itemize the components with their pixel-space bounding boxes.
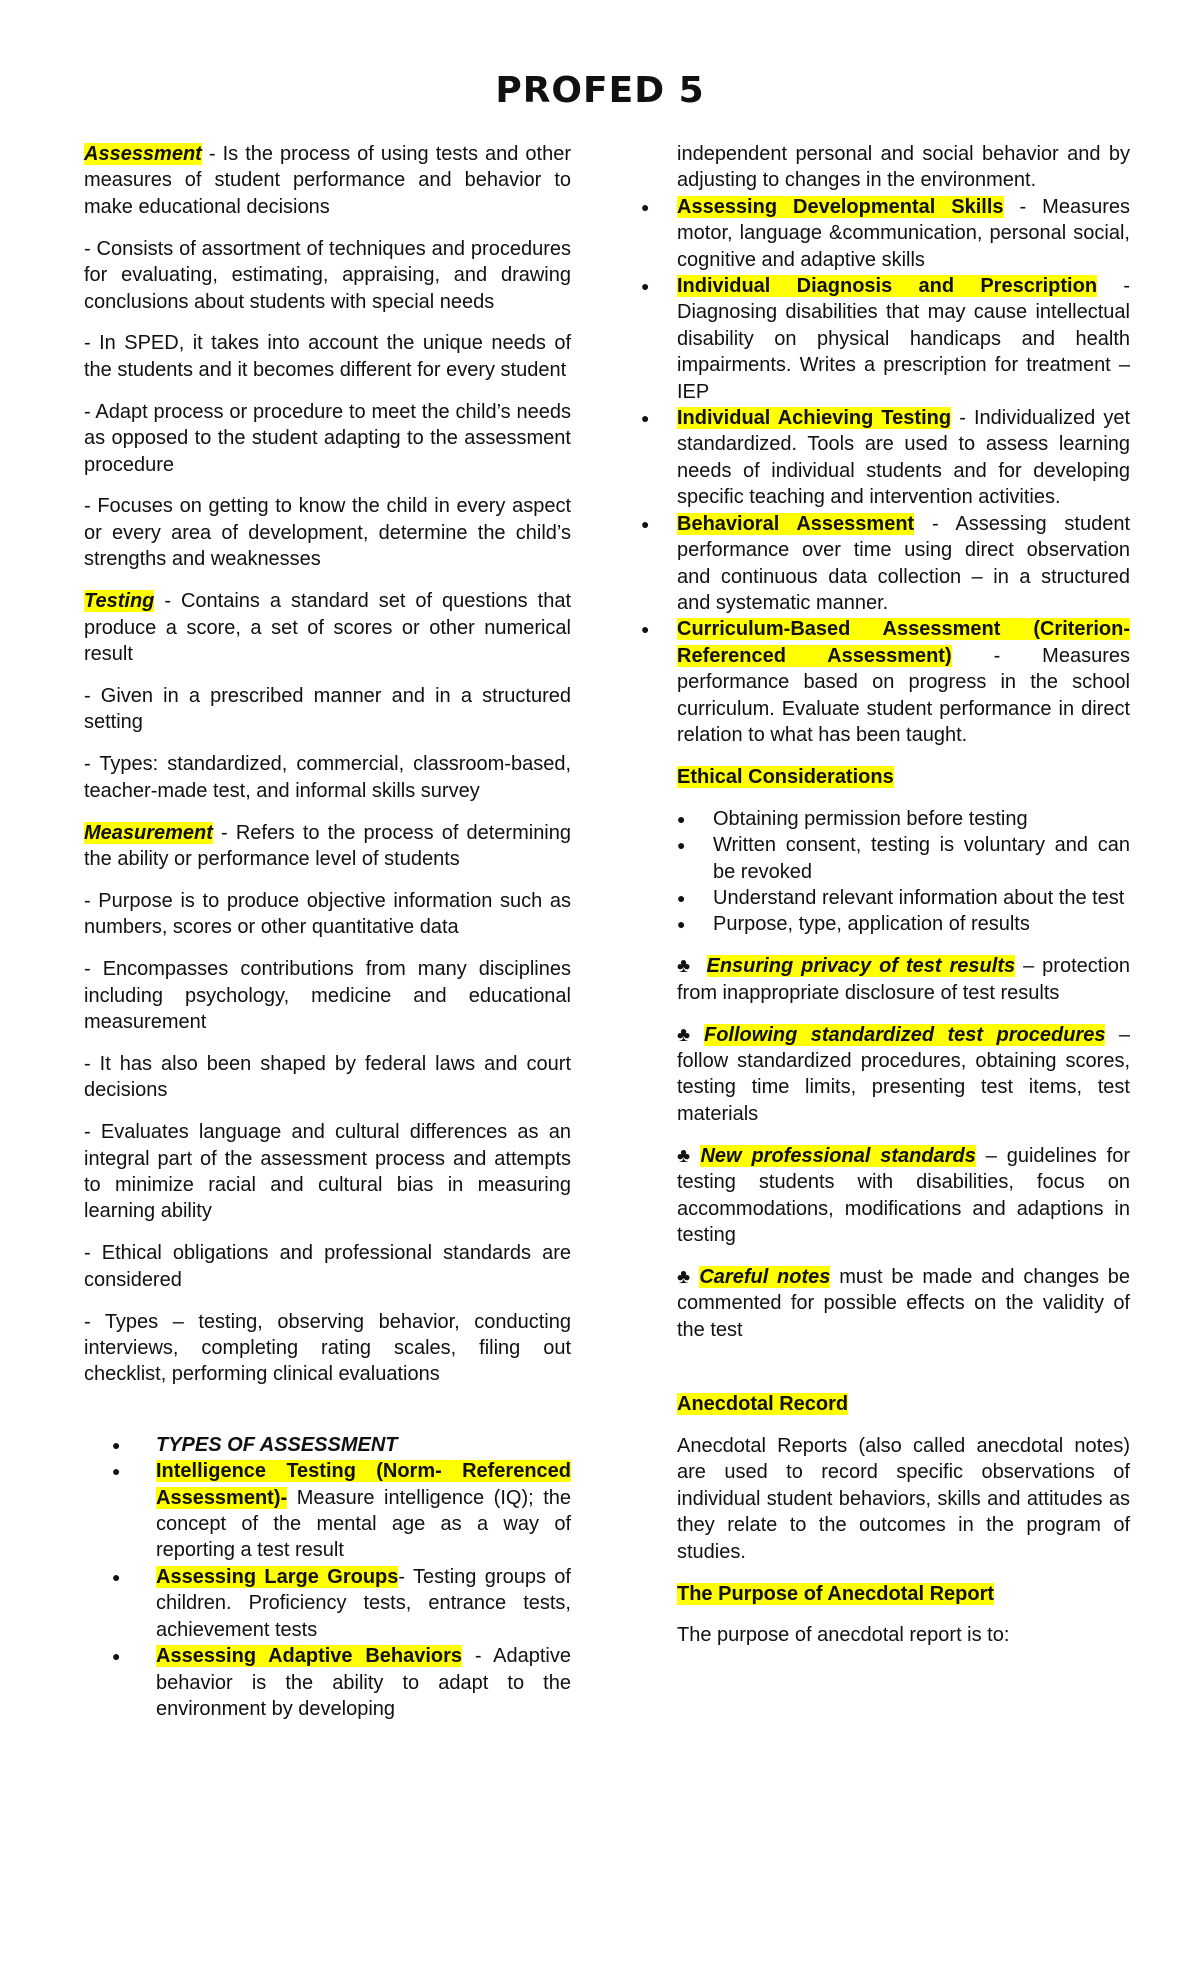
measurement-point: - It has also been shaped by federal laws and court decisions [84, 1052, 571, 1102]
assessment-point: - Adapt process or procedure to meet the child’s needs as opposed to the student adapting to the assessment procedure [84, 400, 571, 476]
type-term: Curriculum-Based Assessment (Criterion- Referenced Assessment) [677, 618, 1130, 667]
bullet-icon: ● [112, 1648, 121, 1665]
bullet-icon: ● [112, 1436, 121, 1453]
measurement-term: Measurement [84, 821, 213, 844]
bullet-icon: ● [112, 1463, 121, 1480]
testing-paragraph [84, 588, 571, 667]
list-item [641, 885, 1130, 911]
club-icon: ♣ [677, 1144, 695, 1167]
list-item [641, 616, 1130, 748]
ethical-item: Written consent, testing is voluntary and can be revoked [713, 834, 1130, 883]
type-description: - Measures motor, language &communication, personal social, cognitive and adaptive skills [677, 195, 1130, 271]
type-term: Individual Achieving Testing [677, 407, 952, 430]
continuation-text: independent personal and social behavior and by adjusting to changes in the environment. [677, 143, 1130, 192]
list-item [641, 194, 1130, 273]
measurement-definition: - Refers to the process of determining the ability or performance level of students [84, 821, 571, 870]
testing-definition: - Contains a standard set of questions that produce a score, a set of scores or other numerical result [84, 590, 571, 665]
assessment-paragraph [84, 141, 571, 220]
purpose-text: The purpose of anecdotal report is to: [677, 1624, 1010, 1647]
type-term: Assessing Developmental Skills [677, 195, 1004, 218]
club-paragraph [677, 1143, 1130, 1249]
club-description: must be made and changes be commented for possible effects on the validity of the test [677, 1265, 1130, 1341]
bullet-icon: ● [677, 837, 686, 854]
list-item [84, 1432, 571, 1458]
list-item [641, 806, 1130, 832]
club-paragraph [677, 1022, 1130, 1128]
type-description: - Testing groups of children. Proficiency tests, entrance tests, achievement tests [156, 1565, 571, 1641]
club-term: Following standardized test procedures [704, 1023, 1106, 1046]
club-term: New professional standards [700, 1144, 976, 1167]
bullet-icon: ● [641, 278, 650, 295]
list-item [84, 1458, 571, 1564]
measurement-point: - Types – testing, observing behavior, conducting interviews, completing rating scales, filing out checklist, performing clinical evaluations [84, 1310, 571, 1386]
bullet-icon: ● [677, 810, 686, 827]
anecdotal-text: Anecdotal Reports (also called anecdotal notes) are used to record specific observations of individual student behaviors, skills and attitudes as they relate to the outcomes in the program of studies. [677, 1434, 1130, 1563]
club-icon: ♣ [677, 1023, 698, 1046]
club-description: – protection from inappropriate disclosure of test results [677, 955, 1130, 1004]
ethical-list [641, 806, 1130, 938]
ethical-item: Understand relevant information about the test [713, 886, 1125, 909]
anecdotal-heading-paragraph [677, 1391, 1130, 1417]
club-paragraph [677, 953, 1130, 1006]
assessment-point: - In SPED, it takes into account the unique needs of the students and it becomes different for every student [84, 332, 571, 381]
club-term: Ensuring privacy of test results [706, 955, 1016, 978]
measurement-point: - Encompasses contributions from many disciplines including psychology, medicine and educational measurement [84, 958, 571, 1033]
type-term: Behavioral Assessment [677, 512, 915, 535]
measurement-point: - Evaluates language and cultural differences as an integral part of the assessment process and attempts to minimize racial and cultural bias in measuring learning ability [84, 1121, 571, 1223]
bullet-icon: ● [677, 889, 686, 906]
assessment-term: Assessment [84, 143, 202, 165]
type-term: Individual Diagnosis and Prescription [677, 275, 1098, 298]
bullet-icon: ● [677, 916, 686, 933]
bullet-icon: ● [112, 1568, 121, 1585]
ethical-item: Obtaining permission before testing [713, 807, 1028, 830]
bullet-icon: ● [641, 515, 650, 532]
testing-term: Testing [84, 590, 155, 613]
list-item [641, 911, 1130, 937]
type-description: - Measures performance based on progress in the school curriculum. Evaluate student performance in direct relation to what has been taught. [677, 644, 1130, 746]
type-description: - Adaptive behavior is the ability to adapt to the environment by developing [156, 1645, 571, 1720]
list-item [641, 273, 1130, 405]
type-term: Assessing Adaptive Behaviors [156, 1645, 463, 1668]
purpose-heading: The Purpose of Anecdotal Report [677, 1582, 995, 1605]
measurement-point: - Purpose is to produce objective information such as numbers, scores or other quantitative data [84, 889, 571, 939]
bullet-icon: ● [641, 621, 650, 638]
club-icon: ♣ [677, 955, 693, 978]
bullet-icon: ● [641, 410, 650, 427]
list-item [641, 405, 1130, 511]
types-of-assessment-list-continued [641, 194, 1130, 749]
measurement-point: - Ethical obligations and professional standards are considered [84, 1242, 571, 1291]
list-item [641, 511, 1130, 617]
list-item [84, 1564, 571, 1643]
club-paragraph [677, 1264, 1130, 1343]
club-description: – guidelines for testing students with disabilities, focus on accommodations, modifications and adaptions in testing [677, 1144, 1131, 1246]
ethical-heading: Ethical Considerations [677, 765, 894, 788]
testing-point: - Types: standardized, commercial, classroom-based, teacher-made test, and informal skills survey [84, 753, 571, 802]
assessment-point: - Focuses on getting to know the child in every aspect or every area of development, determine the child’s strengths and weaknesses [84, 495, 571, 571]
club-term: Careful notes [699, 1265, 831, 1288]
ethical-heading-paragraph [677, 764, 1130, 790]
right-column [641, 141, 1131, 1664]
ethical-item: Purpose, type, application of results [713, 913, 1030, 936]
type-description: - Diagnosing disabilities that may cause intellectual disability on physical handicaps and health impairments. Writes a prescription for treatment – IEP [677, 275, 1130, 403]
types-of-assessment-list [84, 1432, 571, 1722]
club-description: – follow standardized procedures, obtaining scores, testing time limits, presenting test items, test materials [677, 1023, 1131, 1125]
testing-point: - Given in a prescribed manner and in a structured setting [84, 684, 571, 734]
club-icon: ♣ [677, 1265, 694, 1288]
anecdotal-heading: Anecdotal Record [677, 1393, 849, 1416]
type-description: - Assessing student performance over time using direct observation and continuous data collection – in a structured and systematic manner. [677, 512, 1131, 614]
list-item [641, 832, 1130, 885]
list-item [84, 1643, 571, 1722]
purpose-heading-paragraph [677, 1581, 1130, 1607]
type-term: Intelligence Testing (Norm- Referenced Assessment)- [156, 1460, 571, 1509]
assessment-point: - Consists of assortment of techniques and procedures for evaluating, estimating, appraising, and drawing conclusions about students with special needs [84, 237, 571, 313]
bullet-icon: ● [641, 198, 650, 215]
types-heading: TYPES OF ASSESSMENT [156, 1433, 398, 1456]
left-column [84, 141, 571, 1738]
measurement-paragraph [84, 820, 571, 873]
page-title: PROFED 5 [495, 70, 705, 111]
assessment-definition: - Is the process of using tests and other measures of student performance and behavior to make educational decisions [84, 143, 571, 218]
type-term: Assessing Large Groups [156, 1565, 399, 1588]
type-description: - Individualized yet standardized. Tools are used to assess learning needs of individual students and for developing specific teaching and intervention activities. [677, 407, 1131, 509]
type-description: Measure intelligence (IQ); the concept of the mental age as a way of reporting a test result [156, 1486, 571, 1562]
